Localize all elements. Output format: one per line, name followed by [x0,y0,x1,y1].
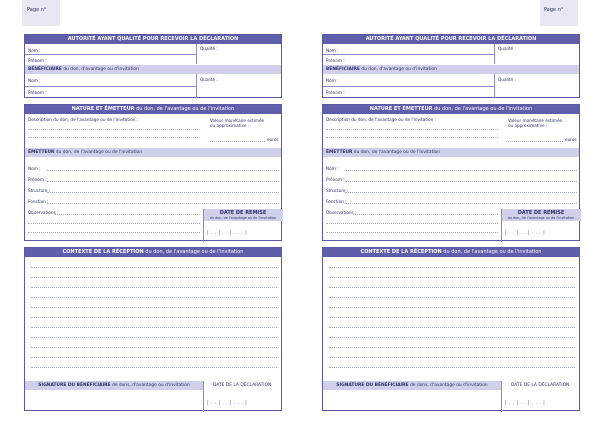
emetteur-bar: ÉMETTEUR du don, de l'avantage ou de l'invitation [25,148,281,157]
page-number-tab [22,0,60,26]
beneficiary-qualite-label: Qualité : [200,77,218,82]
date-declaration-label: DATE DE LA DÉCLARATION [511,383,570,388]
date-declaration-field[interactable]: | . . | . . | . . . | [207,400,248,406]
emetteur-fonction-label: Fonction : [28,199,49,204]
valeur-label-2: ou approximative : [210,123,250,128]
page-number-label: Page n° [27,7,47,13]
form-page-right [300,0,600,424]
date-remise-field[interactable]: | . . | . . | . . . | [505,230,546,236]
valeur-label-1: Valeur monétaire estimée [508,118,563,123]
contexte-section [24,247,282,411]
emetteur-fonction-label: Fonction : [326,199,347,204]
contexte-title: CONTEXTE DE LA RÉCEPTION du don, de l'avantage ou de l'invitation [25,248,281,257]
euros-label: euros [565,137,577,142]
authority-qualite-label: Qualité : [498,46,516,51]
observations-label: Observations : [326,210,357,215]
authority-title: AUTORITÉ AYANT QUALITÉ POUR RECEVOIR LA DÉCLARATION [323,35,579,44]
date-remise-title: DATE DE REMISE [517,210,565,216]
page-number-label: Page n° [544,7,564,13]
date-remise-box [203,209,283,221]
emetteur-prenom-label: Prénom : [28,177,47,182]
beneficiary-bold: BÉNÉFICIAIRE [28,67,62,72]
beneficiary-bar [323,65,579,74]
emetteur-prenom-label: Prénom : [326,177,345,182]
description-label: Description du don, de l'avantage ou de l'invitation : [326,117,437,122]
authority-qualite-label: Qualité : [200,46,218,51]
nature-title: NATURE ET ÉMETTEUR du don, de l'avantage ou de l'invitation [323,105,579,114]
nature-section [322,104,580,241]
signature-bar: SIGNATURE DU BÉNÉFICIAIRE de dons, d'avantage ou d'invitation [25,381,203,390]
date-declaration-label: DATE DE LA DÉCLARATION [213,383,272,388]
description-label: Description du don, de l'avantage ou de l'invitation : [28,117,139,122]
signature-bar: SIGNATURE DU BÉNÉFICIAIRE de dons, d'avantage ou d'invitation [323,381,501,390]
beneficiary-nom-label: Nom : [326,78,339,83]
emetteur-bar: ÉMETTEUR du don, de l'avantage ou de l'invitation [323,148,579,157]
date-remise-title: DATE DE REMISE [219,210,267,216]
authority-section [24,34,282,98]
date-remise-box [501,209,581,221]
nature-title: NATURE ET ÉMETTEUR du don, de l'avantage ou de l'invitation [25,105,281,114]
beneficiary-bar [25,65,281,74]
contexte-section [322,247,580,411]
contexte-title: CONTEXTE DE LA RÉCEPTION du don, de l'avantage ou de l'invitation [323,248,579,257]
beneficiary-rest: du don, d'avantage ou d'invitation [61,67,139,72]
authority-prenom-label: Prénom : [28,58,47,63]
authority-nom-label: Nom : [326,48,339,53]
beneficiary-qualite-label: Qualité : [498,77,516,82]
authority-prenom-label: Prénom : [326,58,345,63]
authority-section [322,34,580,98]
emetteur-nom-label: Nom : [28,166,41,171]
page-number-tab [540,0,578,26]
observations-label: Observations : [28,210,59,215]
date-remise-sub: du don, de l'avantage ou de l'invitation [507,216,575,220]
authority-nom-label: Nom : [28,48,41,53]
emetteur-structure-label: Structure : [326,188,349,193]
nature-section [24,104,282,241]
date-declaration-field[interactable]: | . . | . . | . . . | [505,400,546,406]
emetteur-structure-label: Structure : [28,188,51,193]
date-remise-sub: du don, de l'avantage ou de l'invitation [209,216,277,220]
beneficiary-prenom-label: Prénom : [28,90,47,95]
euros-label: euros [267,137,279,142]
beneficiary-prenom-label: Prénom : [326,90,345,95]
emetteur-nom-label: Nom : [326,166,339,171]
valeur-label-2: ou approximative : [508,123,548,128]
date-remise-field[interactable]: | . . | . . | . . . | [207,230,248,236]
beneficiary-rest: du don, d'avantage ou d'invitation [359,67,437,72]
valeur-label-1: Valeur monétaire estimée [210,118,265,123]
authority-title: AUTORITÉ AYANT QUALITÉ POUR RECEVOIR LA DÉCLARATION [25,35,281,44]
beneficiary-nom-label: Nom : [28,78,41,83]
beneficiary-bold: BÉNÉFICIAIRE [326,67,360,72]
